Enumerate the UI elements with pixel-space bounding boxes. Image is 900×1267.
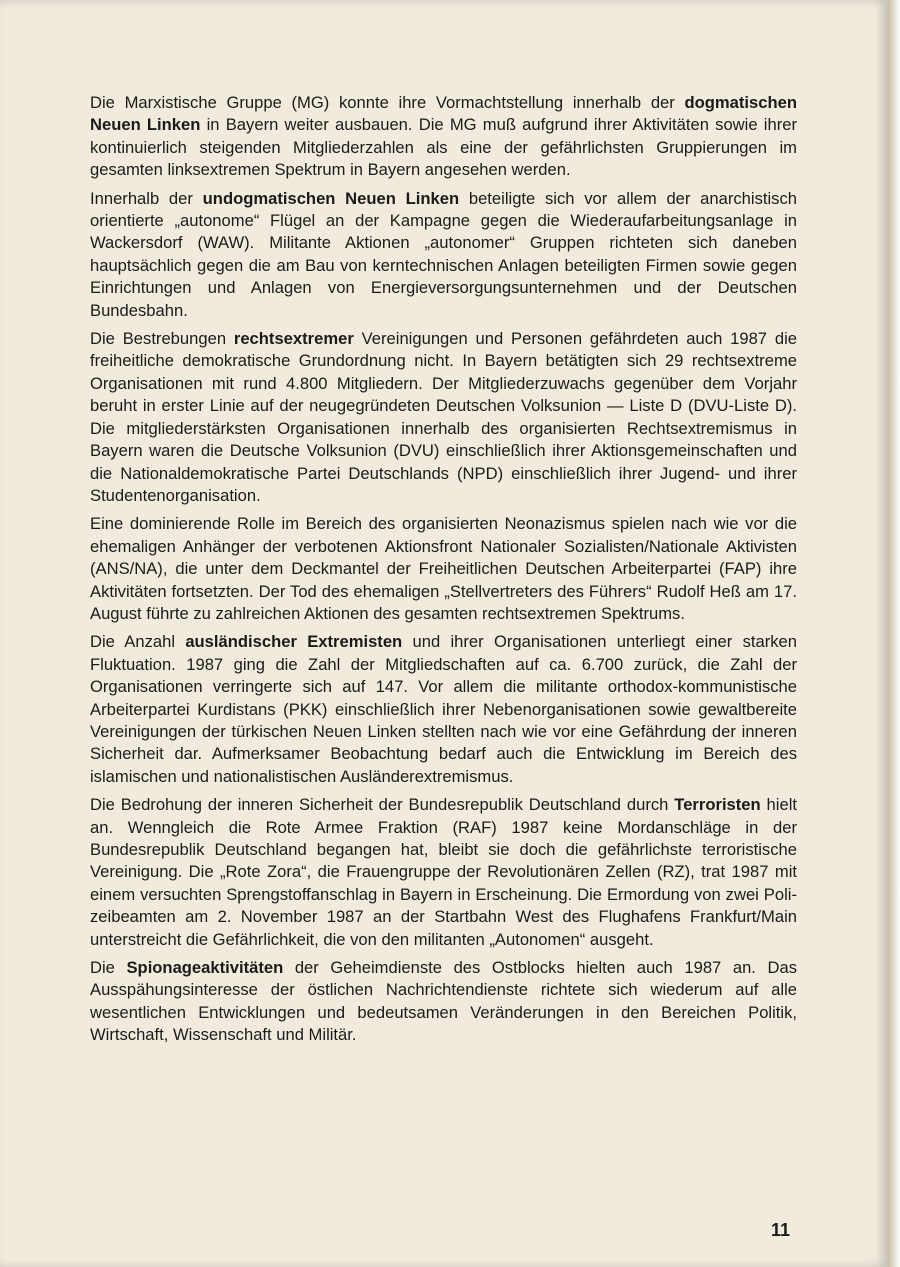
text-run: der Geheimdienste des Ostblocks hielten auch 1987 an. Das Ausspähungsinteresse der östlichen Nachrichtendienste richtete sich wiederum auf alle wesentlichen Entwicklungen und bedeutsamen Veränderungen in den Bereichen Politik, Wirtschaft, Wissenschaft und Militär. xyxy=(90,958,798,1045)
paragraph-undogmatische-linke xyxy=(90,188,797,322)
text-run: Die Bestrebungen xyxy=(90,329,234,349)
bold-term: dogmatischen Neuen Linken xyxy=(90,93,797,135)
text-run: Die Anzahl xyxy=(90,632,186,652)
text-run: Vereinigungen und Personen gefährdeten auch 1987 die freiheitliche demokratische Grundordnung nicht. In Bayern betätigten sich 29 rechtsextreme Organisationen mit rund 4.800 Mitgliedern. Der Mitgliederzuwachs gegenüber dem Vorjahr beruht in erster Linie auf der neugegründeten Deutschen Volksunion — Liste D (DVU-Liste D). Die mitgliederstärksten Organisationen innerhalb des organisierten Rechtsextremismus in Bayern waren die Deutsche Volksunion (DVU) einschließlich ihrer Aktionsgemeinschaften und die Nationaldemokratische Partei Deutschlands (NPD) einschließlich ihrer Jugend- und ihrer Studentenorganisation. xyxy=(90,329,797,505)
paragraph-rechtsextremismus xyxy=(90,328,797,507)
bold-term: undogmatischen Neuen Linken xyxy=(202,188,460,208)
body-text xyxy=(90,92,797,1053)
paragraph-neonazismus xyxy=(90,513,797,625)
paragraph-spionage xyxy=(90,957,797,1047)
text-run: Die Marxistische Gruppe (MG) konnte ihre Vormachtstellung innerhalb der xyxy=(90,93,685,112)
bold-term: ausländischer Extremisten xyxy=(185,632,403,652)
paragraph-auslaendische-extremisten xyxy=(90,631,797,788)
paragraph-marxistische-gruppe xyxy=(90,92,797,182)
text-run: beteiligte sich vor allem der anarchistisch orientierte „autonome“ Flügel an der Kampagne gegen die Wiederaufarbeitungsanlage in Wackersdorf (WAW). Militante Aktionen „autonomer“ Gruppen richteten sich daneben hauptsächlich gegen die am Bau von kerntechnischen Anlagen beteiligten Firmen sowie gegen Einrichtungen und Anlagen von Energieversorgungsunternehmen und der Deutschen Bundesbahn. xyxy=(90,188,798,320)
text-run: in Bayern weiter ausbauen. Die MG muß aufgrund ihrer Aktivitäten sowie ihrer kontinuierlich steigenden Mitgliederzahlen als eine der gefährlichsten Gruppierungen im gesamten linksextremen Spektrum in Bayern angesehen werden. xyxy=(90,115,797,180)
text-run: hielt an. Wenngleich die Rote Armee Fraktion (RAF) 1987 keine Mordanschläge in der Bundesrepublik Deutschland begangen hat, bleibt sie doch die gefährlichste terroristische Vereinigung. Die „Rote Zora“, die Frauengruppe der Revolutionären Zellen (RZ), trat 1987 mit einem versuchten Sprengstoffanschlag in Bayern in Erscheinung. Die Ermordung von zwei Polizeibeamten am 2. November 1987 an der Startbahn West des Flughafens Frankfurt/Main unterstreicht die Gefährlichkeit, die von den militanten „Autonomen“ ausgeht. xyxy=(90,795,797,949)
text-run: und ihrer Organisationen unterliegt einer starken Fluktuation. 1987 ging die Zahl der Mitgliedschaften auf ca. 6.700 zurück, die Zahl der Organisationen verringerte sich auf 147. Vor allem die militante orthodox-kommunistische Arbeiterpartei Kurdistans (PKK) einschließlich ihrer Nebenorganisationen sowie gewaltbereite Vereinigungen der türkischen Neuen Linken stellten nach wie vor eine Gefährdung der inneren Sicherheit dar. Aufmerksamer Beobachtung bedarf auch die Entwicklung im Bereich des islamischen und nationalistischen Ausländerextremismus. xyxy=(90,632,797,786)
page-number: 11 xyxy=(771,1220,791,1240)
text-run: Die xyxy=(90,958,127,978)
bold-term: Terroristen xyxy=(674,795,761,815)
bold-term: rechtsextremer xyxy=(233,329,354,349)
text-run: Die Bedrohung der inneren Sicherheit der Bundesrepublik Deutschland durch xyxy=(90,795,675,815)
text-run: Eine dominierende Rolle im Bereich des organisierten Neonazismus spielen nach wie vor die ehemaligen Anhänger der verbotenen Aktionsfront Nationaler Sozialisten/Nationale Aktivisten (ANS/NA), die unter dem Deckmantel der Freiheitlichen Deutschen Arbeiterpartei (FAP) ihre Aktivitäten fortsetzten. Der Tod des ehemaligen „Stellvertreters des Führers“ Rudolf Heß am 17. August führte zu zahlreichen Aktionen des gesamten rechtsextremen Spektrums. xyxy=(90,514,797,623)
text-run: Innerhalb der xyxy=(90,188,203,208)
paragraph-terroristen xyxy=(90,794,797,951)
bold-term: Spionageaktivitäten xyxy=(126,958,284,978)
